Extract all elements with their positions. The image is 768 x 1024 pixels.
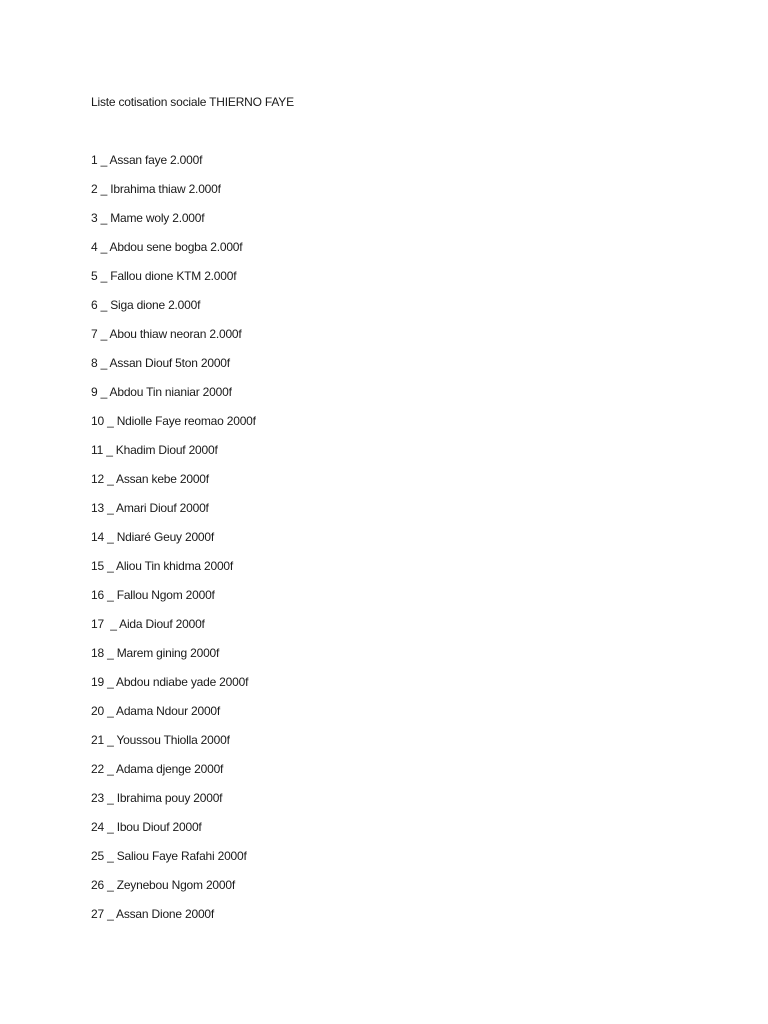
list-item: 19 _ Abdou ndiabe yade 2000f — [91, 675, 249, 689]
contribution-list — [91, 151, 256, 934]
list-item: 12 _ Assan kebe 2000f — [91, 472, 209, 486]
list-item: 22 _ Adama djenge 2000f — [91, 762, 224, 776]
list-item: 27 _ Assan Dione 2000f — [91, 907, 215, 921]
list-item: 24 _ Ibou Diouf 2000f — [91, 820, 202, 834]
list-item: 18 _ Marem gining 2000f — [91, 646, 220, 660]
list-item: 13 _ Amari Diouf 2000f — [91, 501, 209, 515]
list-item: 3 _ Mame woly 2.000f — [91, 211, 205, 225]
list-item: 20 _ Adama Ndour 2000f — [91, 704, 221, 718]
list-item: 8 _ Assan Diouf 5ton 2000f — [91, 356, 230, 370]
list-item: 25 _ Saliou Faye Rafahi 2000f — [91, 849, 247, 863]
list-item: 16 _ Fallou Ngom 2000f — [91, 588, 215, 602]
list-item: 17 _ Aida Diouf 2000f — [91, 617, 205, 631]
list-item: 26 _ Zeynebou Ngom 2000f — [91, 878, 235, 892]
list-item: 14 _ Ndiaré Geuy 2000f — [91, 530, 215, 544]
list-item: 11 _ Khadim Diouf 2000f — [91, 443, 218, 457]
list-item: 5 _ Fallou dione KTM 2.000f — [91, 269, 237, 283]
list-item: 23 _ Ibrahima pouy 2000f — [91, 791, 223, 805]
document-title: Liste cotisation sociale THIERNO FAYE — [91, 95, 294, 109]
list-item: 9 _ Abdou Tin nianiar 2000f — [91, 385, 232, 399]
list-item: 7 _ Abou thiaw neoran 2.000f — [91, 327, 242, 341]
list-item: 4 _ Abdou sene bogba 2.000f — [91, 240, 243, 254]
list-item: 21 _ Youssou Thiolla 2000f — [91, 733, 230, 747]
list-item: 10 _ Ndiolle Faye reomao 2000f — [91, 414, 256, 428]
list-item: 6 _ Siga dione 2.000f — [91, 298, 201, 312]
list-item: 2 _ Ibrahima thiaw 2.000f — [91, 182, 221, 196]
list-item: 15 _ Aliou Tin khidma 2000f — [91, 559, 234, 573]
list-item: 1 _ Assan faye 2.000f — [91, 153, 203, 167]
